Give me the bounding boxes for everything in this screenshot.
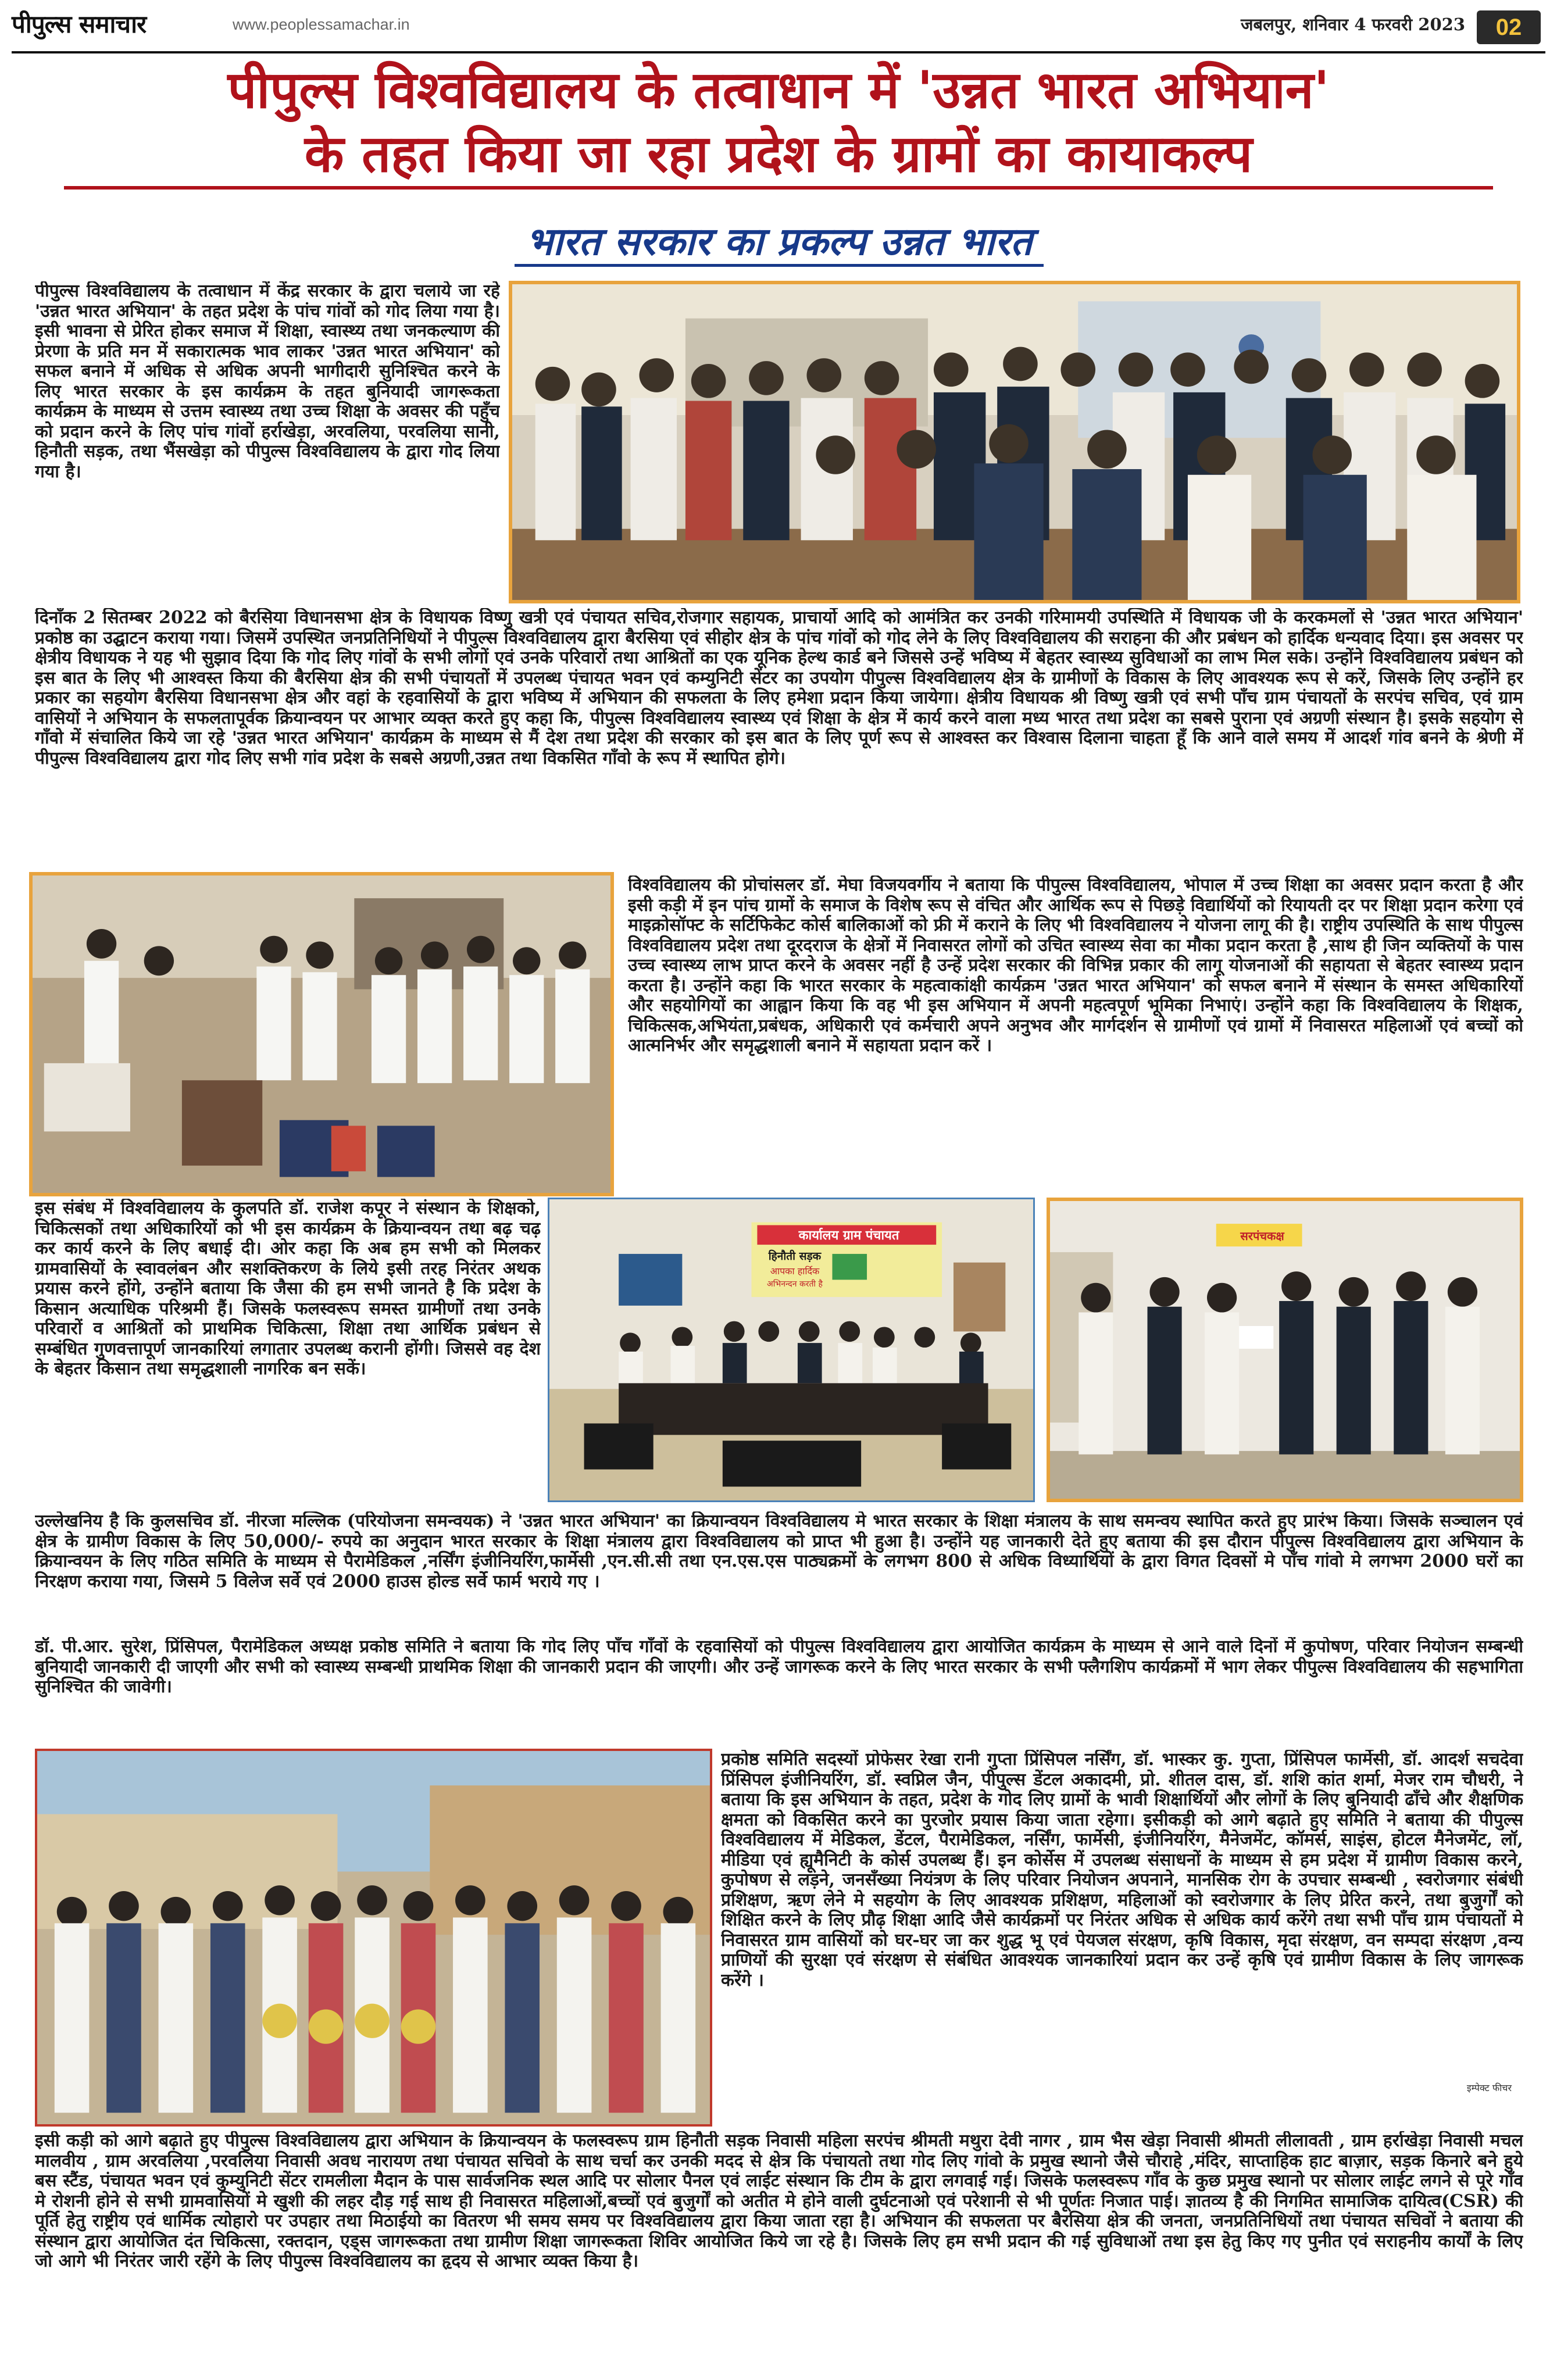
headline-rule <box>64 186 1493 190</box>
masthead-dateline: जबलपुर, शनिवार 4 फरवरी 2023 <box>1241 15 1465 34</box>
headline-line-2: के तहत किया जा रहा प्रदेश के ग्रामों का कायाकल्प <box>304 124 1253 184</box>
final-paragraph: इसी कड़ी को आगे बढ़ाते हुए पीपुल्स विश्वविद्यालय द्वारा अभियान के क्रियान्वयन के फलस्वरूप ग्राम हिनौती सड़क निवासी महिला सरपंच श्रीमती मथुरा देवी नागर , ग्राम भैस खेड़ा निवासी श्रीमती लीलावती , ग्राम हर्राखेड़ा निवासी मचल मालवीय , ग्राम अरवलिया ,परवलिया निवासी अवध नारायण तथा पंचायत सचिवो के साथ चर्चा कर उनकी मदद से क्षेत्र कि पंचायतो तथा गोद लिए गांवो के प्रमुख स्थानो जैसे चौराहे ,मंदिर, साप्ताहिक हाट बाज़ार, सड़क किनारे बने हुये बस स्टैंड, पंचायत भवन एवं कुम्युनिटी सेंटर रामलीला मैदान के पास सार्वजनिक स्थल आदि पर सोलार पैनल एवं लाईट संस्थान कि टीम के द्वारा लगवाई गई। जिसके फलस्वरूप गाँव के कुछ प्रमुख स्थानो पर सोलार लाईट लगने से पूरे गाँव मे रोशनी होने से सभी ग्रामवासियों मे खुशी की लहर दौड़ गई साथ ही निवासरत महिलाओं,बच्चों एवं बुजुर्गों को अतीत मे होने वाली दुर्घटनाओ एवं परेशानी से भी पूर्णतः निजात पाई। ज्ञातव्य है की निगमित सामाजिक दायित्व(CSR) की पूर्ति हेतु राष्ट्रीय एवं धार्मिक त्योहारो पर उपहार तथा मिठाईयो का वितरण भी समय समय पर विश्वविद्यालय द्वारा किया जाता रहा है। अभियान की सफलता पर बैरसिया क्षेत्र की जनता, जनप्रतिनिधियों तथा पंचायत सचिवों ने बताया की संस्थान द्वारा आयोजित दंत चिकित्सा, रक्तदान, एड्स जागरूकता तथा ग्रामीण शिक्षा जागरूकता शिविर आयोजित किये जा रहे है। जिसके लिए हम सभी प्रदान की गई सुविधाओं तथा इस हेतु किए गए पुनीत एवं सराहनीय कार्यों के लिए जो आगे भी निरंतर जारी रहेंगे के लिए पीपुल्स विश्वविद्यालय का हृदय से आभार व्यक्त किया है। <box>35 2131 1523 2271</box>
panchayat-banner-village: हिनौती सड़क <box>768 1250 822 1263</box>
health-camp-photo <box>29 872 614 1196</box>
masthead-rule <box>12 51 1545 53</box>
office-sign: सरपंचकक्ष <box>1240 1229 1284 1243</box>
panchayat-banner-title: कार्यालय ग्राम पंचायत <box>798 1228 899 1243</box>
inauguration-paragraph: दिनाँक 2 सितम्बर 2022 को बैरसिया विधानसभा क्षेत्र के विधायक विष्णु खत्री एवं पंचायत सचिव,रोजगार सहायक, प्राचार्यो आदि को आमंत्रित कर उनकी गरिमामयी उपस्थिति में विधायक जी के करकमलों से 'उन्नत भारत अभियान' प्रकोष्ठ का उद्घाटन कराया गया। जिसमें उपस्थित जनप्रतिनिधियों ने पीपुल्स विश्वविद्यालय द्वारा बैरसिया एवं सीहोर क्षेत्र के पांच गांवों को गोद लेने के लिए विश्वविद्यालय की सराहना की और प्रबंधन को हार्दिक धन्यवाद दिया। इस अवसर पर क्षेत्रीय विधायक ने यह भी सुझाव दिया कि गोद लिए गांवों के सभी लोगों एवं उनके परिवारों तथा आश्रितों का एक यूनिक हेल्थ कार्ड बने जिससे उन्हें भविष्य में बेहतर स्वास्थ्य सुविधाओं का लाभ मिल सके। उन्होंने विश्वविद्यालय प्रबंधन को इस बात के लिए भी आश्वस्त किया की बैरसिया क्षेत्र की सभी पंचायतों में उपलब्ध पंचायत भवन एवं कम्युनिटी सेंटर का उपयोग पीपुल्स विश्वविद्यालय क्षेत्र के ग्रामीणों के विकास के लिए आवश्यक रूप से करें, जिसके लिए उन्होंने हर प्रकार का सहयोग बैरसिया विधानसभा क्षेत्र और वहां के रहवासियों के द्वारा भविष्य में अभियान की सफलता के लिए हमेशा प्रदान किया जायेगा। क्षेत्रीय विधायक श्री विष्णु खत्री एवं सभी पाँच ग्राम पंचायतों के सरपंच सचिव, एवं ग्राम वासियों ने अभियान के सफलतापूर्वक क्रियान्वयन पर आभार व्यक्त करते हुए कहा कि, पीपुल्स विश्वविद्यालय स्वास्थ्य एवं शिक्षा के क्षेत्र में कार्य करने वाला मध्य भारत तथा प्रदेश का सबसे पुराना एवं अग्रणी संस्थान है। इसके सहयोग से गाँवो में संचालित किये जा रहे 'उन्नत भारत अभियान' कार्यक्रम के माध्यम से मैं देश तथा प्रदेश की सरकार को इस बात के लिए पूर्ण रूप से आश्वस्त कर विश्वास दिलाना चाहता हूँ कि आने वाले समय में आदर्श गांव बनने के श्रेणी में पीपुल्स विश्वविद्यालय द्वारा गोद लिए सभी गांव प्रदेश के सबसे अग्रणी,उन्नत तथा विकसित गाँवो के रूप में स्थापित होगे। <box>35 608 1523 769</box>
vc-paragraph: इस संबंध में विश्वविद्यालय के कुलपति डॉ. राजेश कपूर ने संस्थान के शिक्षको, चिकित्सकों तथा अधिकारियों को भी इस कार्यक्रम के क्रियान्वयन तथा बढ़ चढ़ कर कार्य करने के लिए बधाई दी। ओर कहा कि अब हम सभी को मिलकर ग्रामवासियों के स्वावलंबन और सशक्तिकरण के लिये इसी तरह निरंतर अथक प्रयास करने होंगे, उन्होंने बताया कि जैसा की हम सभी जानते है कि प्रदेश के किसान अत्याधिक परिश्रमी हैं। जिसके फलस्वरूप समस्त ग्रामीणों तथा उनके परिवारों व आश्रितों को प्राथमिक चिकित्सा, शिक्षा तथा आर्थिक प्रबंधन से सम्बंधित गुणवत्तापूर्ण जानकारियां लगातार उपलब्ध करानी होंगी। जिससे वह देश के बेहतर किसान तथा समृद्धशाली नागरिक बन सकें। <box>35 1199 541 1379</box>
panchayat-board-line-2: अभिनन्दन करती है <box>767 1280 823 1289</box>
village-group-photo <box>35 1749 712 2127</box>
chancellor-paragraph: विश्वविद्यालय की प्रोचांसलर डॉ. मेघा विजयवर्गीय ने बताया कि पीपुल्स विश्वविद्यालय, भोपाल में उच्च शिक्षा का अवसर प्रदान करता है और इसी कड़ी में इन पांच ग्रामों के समाज के विशेष रूप से वंचित और आर्थिक रूप से पिछड़े विद्यार्थियों को रियायती दर पर शिक्षा प्रदान करेगा एवं माइक्रोसॉफ्ट के सर्टिफिकेट कोर्स बालिकाओं को फ्री में कराने के लिए भी विश्वविद्यालय ने योजना लागू की है। राष्ट्रीय उपस्थिति के साथ पीपुल्स विश्वविद्यालय प्रदेश तथा दूरदराज के क्षेत्रों में निवासरत लोगों को उचित स्वास्थ्य सेवा का मौका प्रदान करता है ,साथ ही जिन व्यक्तियों के पास उच्च स्वास्थ्य लाभ प्राप्त करने के अवसर नहीं है उन्हें प्रदेश सरकार की विभिन्न प्रकार की लागू योजनाओं की सहायता से बेहतर स्वास्थ्य प्रदान करता है। उन्होंने कहा कि भारत सरकार के महत्वाकांक्षी कार्यक्रम 'उन्नत भारत अभियान' को सफल बनाने में संस्थान के समस्त अधिकारियों और सहयोगियों का आह्वान किया कि वह भी इस अभियान में अपनी महत्वपूर्ण भूमिका निभाएं। उन्होंने कहा कि विश्वविद्यालय के शिक्षक, चिकित्सक,अभियंता,प्रबंधक, अधिकारी एवं कर्मचारी अपने अनुभव और मार्गदर्शन से ग्रामीणों एवं ग्रामों में निवासरत महिलाओं एवं बच्चों को आत्मनिर्भर और समृद्धशाली बनाने में सहायता प्रदान करें । <box>628 875 1523 1056</box>
subheading-text: भारत सरकार का प्रकल्प उन्नत भारत <box>515 219 1044 267</box>
group-photo <box>509 281 1520 603</box>
subheading <box>349 215 1209 273</box>
registrar-paragraph: उल्लेखनिय है कि कुलसचिव डॉ. नीरजा मल्लिक (परियोजना समन्वयक) ने 'उन्नत भारत अभियान' का क्रियान्वयन विश्वविद्यालय मे भारत सरकार के शिक्षा मंत्रालय के साथ समन्वय स्थापित करते हुए प्रारंभ किया। जिसके सञ्चालन एवं क्षेत्र के ग्रामीण विकास के लिए 50,000/- रुपये का अनुदान भारत सरकार के शिक्षा मंत्रालय द्वारा विश्वविद्यालय को प्राप्त भी हुआ है। उन्होंने यह जानकारी देते हुए बताया की इस दौरान पीपुल्स विश्वविद्यालय द्वारा अभियान के क्रियान्वयन के लिए गठित समिति के माध्यम से पैरामेडिकल ,नर्सिंग इंजीनियरिंग,फार्मेसी ,एन.सी.सी तथा एन.एस.एस पाठ्यक्रमों के लगभग 800 से अधिक विध्यार्थियों के द्वारा विगत दिवसों मे पाँच गांवो मे लगभग 2000 घरों का निरक्षण कराया गया, जिसमे 5 विलेज सर्वे एवं 2000 हाउस होल्ड सर्वे फार्म भराये गए । <box>35 1511 1523 1592</box>
page-number: 02 <box>1495 15 1522 40</box>
intro-paragraph: पीपुल्स विश्वविद्यालय के तत्वाधान में केंद्र सरकार के द्वारा चलाये जा रहे 'उन्नत भारत अभियान' के तहत प्रदेश के पांच गांवों को गोद लिया गया है। इसी भावना से प्रेरित होकर समाज में शिक्षा, स्वास्थ्य तथा जनकल्याण की प्रेरणा के प्रति मन में सकारात्मक भाव लाकर 'उन्नत भारत अभियान' को सफल बनाने में अधिक से अधिक अपनी भागीदारी सुनिश्चित करने के लिए भारत सरकार के इस कार्यक्रम के तहत बुनियादी जागरूकता कार्यक्रम के माध्यम से उत्तम स्वास्थ्य तथा उच्च शिक्षा के अवसर की पहुँच को प्रदान करने के लिए पांच गांवों हर्राखेड़ा, अरवलिया, परवलिया सानी, हिनौती सड़क, तथा भैंसखेड़ा को पीपुल्स विश्वविद्यालय के द्वारा गोद लिया गया है। <box>35 281 500 482</box>
felicitation-photo <box>1047 1198 1523 1502</box>
masthead-logo[interactable] <box>12 7 230 40</box>
principal-paragraph: डॉ. पी.आर. सुरेश, प्रिंसिपल, पैरामेडिकल अध्यक्ष प्रकोष्ठ समिति ने बताया कि गोद लिए पाँच गाँवों के रहवासियों को पीपुल्स विश्वविद्यालय द्वारा आयोजित कार्यक्रम के माध्यम से आने वाले दिनों में कुपोषण, परिवार नियोजन सम्बन्धी बुनियादी जानकारी दी जाएगी और सभी को स्वास्थ्य सम्बन्धी प्राथमिक शिक्षा की जानकारी प्रदान की जाएगी। और उन्हें जागरूक करने के लिए भारत सरकार के सभी फ्लैगशिप कार्यक्रमों में भाग लेकर पीपुल्स विश्वविद्यालय की सहभागिता सुनिश्चित की जावेगी। <box>35 1637 1523 1697</box>
headline-line-1: पीपुल्स विश्वविद्यालय के तत्वाधान में 'उन्नत भारत अभियान' <box>227 60 1330 120</box>
panchayat-meeting-photo <box>548 1198 1035 1502</box>
committee-paragraph: प्रकोष्ठ समिति सदस्यों प्रोफेसर रेखा रानी गुप्ता प्रिंसिपल नर्सिंग, डॉ. भास्कर कु. गुप्ता, प्रिंसिपल फार्मेसी, डॉ. आदर्श सचदेवा प्रिंसिपल इंजीनियरिंग, डॉ. स्वप्निल जैन, पीपुल्स डेंटल अकादमी, प्रो. शीतल दास, डॉ. शशि कांत शर्मा, मेजर राम चौधरी, ने बताया कि इस अभियान के तहत, प्रदेश के गोद लिए ग्रामों के भावी शिक्षार्थियों और लोगों के लिए बुनियादी ढाँचे और शैक्षणिक क्षमता को विकसित करने का पुरजोर प्रयास किया जाता रहेगा। इसीकड़ी को आगे बढ़ाते हुए समिति ने बताया की पीपुल्स विश्वविद्यालय में मेडिकल, डेंटल, पैरामेडिकल, नर्सिंग, फार्मेसी, इंजीनियरिंग, मैनेजमेंट, कॉमर्स, साइंस, होटल मैनेजमेंट, लॉ, मीडिया एवं ह्यूमैनिटी के कोर्स उपलब्ध हैं। इन कोर्सेस में उपलब्ध संसाधनों के माध्यम से हम प्रदेश में ग्रामीण विकास करने, कुपोषण से लड़ने, जनसँख्या नियंत्रण के लिए परिवार नियोजन अपनाने, मानसिक रोग के उपचार सम्बन्धी , स्वरोजगार संबंधी प्रशिक्षण, ऋण लेने मे सहयोग के लिए आवश्यक प्रशिक्षण, महिलाओं को स्वरोजगार के लिए प्रेरित करने, तथा बुजुर्गों को शिक्षित करने के लिए प्रौढ़ शिक्षा आदि जैसे कार्यक्रमों पर निरंतर अधिक से अधिक कार्य करेंगे तथा सभी पाँच ग्राम पंचायतों मे निवासरत ग्राम वासियों को घर-घर जा कर शुद्ध भू एवं पेयजल संरक्षण, कृषि विकास, मृदा संरक्षण, वन सम्पदा संरक्षण ,वन्य प्राणियों की सुरक्षा एवं संरक्षण से संबंधित आवश्यक जानकारियां प्रदान कर उन्हें कृषि एवं ग्रामीण विकास के लिए जागरूक करेंगे । <box>721 1750 1523 1991</box>
masthead <box>0 0 1557 55</box>
masthead-website[interactable]: www.peoplessamachar.in <box>233 16 410 33</box>
page-number-badge <box>1477 10 1541 44</box>
masthead-logo-text: पीपुल्स समाचार <box>12 10 147 38</box>
headline <box>0 58 1557 192</box>
panchayat-board-line-1: आपका हार्दिक <box>770 1266 820 1277</box>
impact-feature-credit: इम्पेक्ट फीचर <box>1466 2082 1512 2093</box>
